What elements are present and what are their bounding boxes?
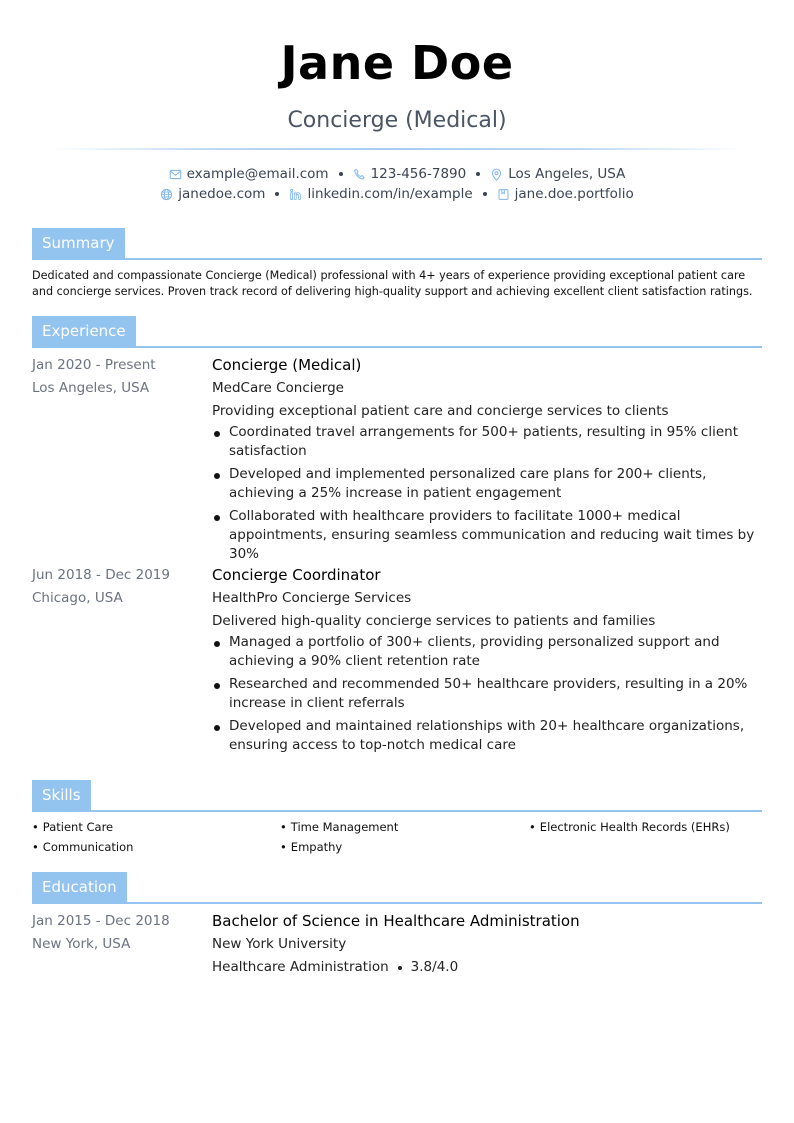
- education-field: Healthcare Administration: [212, 959, 389, 975]
- education-degree: Bachelor of Science in Healthcare Administration: [212, 912, 580, 930]
- separator-dot: [339, 172, 343, 176]
- contact-email[interactable]: [169, 166, 329, 182]
- separator-dot: [476, 172, 480, 176]
- contact-row-primary: [0, 166, 794, 182]
- bookmark-icon: [497, 188, 510, 201]
- education-dates: Jan 2015 - Dec 2018: [32, 913, 170, 929]
- bullet-item: Developed and implemented personalized care plans for 200+ clients, achieving a 25% increase in patient engagement: [212, 465, 762, 503]
- bullet-item: Coordinated travel arrangements for 500+ patients, resulting in 95% client satisfaction: [212, 423, 762, 461]
- experience-role: Concierge (Medical): [212, 356, 362, 374]
- experience-bullets: [212, 633, 762, 755]
- section-title-summary: Summary: [32, 228, 125, 258]
- education-section-header: [32, 872, 762, 904]
- experience-description: Providing exceptional patient care and concierge services to clients: [212, 403, 669, 419]
- bullet-item: Researched and recommended 50+ healthcare providers, resulting in a 20% increase in client referrals: [212, 675, 762, 713]
- experience-location: Chicago, USA: [32, 590, 123, 606]
- skill-item: • Time Management: [280, 820, 398, 834]
- separator-dot: [483, 192, 487, 196]
- experience-company: MedCare Concierge: [212, 380, 344, 396]
- bullet-item: Collaborated with healthcare providers to facilitate 1000+ medical appointments, ensuring seamless communication and reducing wait times by 30%: [212, 507, 762, 564]
- contact-row-secondary: [0, 186, 794, 202]
- skill-item: • Communication: [32, 840, 133, 854]
- education-details: [212, 956, 762, 979]
- experience-dates: Jun 2018 - Dec 2019: [32, 567, 170, 583]
- skill-item: • Electronic Health Records (EHRs): [529, 820, 730, 834]
- contact-portfolio-text: jane.doe.portfolio: [514, 186, 634, 202]
- mail-icon: [169, 168, 182, 181]
- skill-item: • Patient Care: [32, 820, 113, 834]
- header-divider: [50, 148, 744, 150]
- phone-icon: [353, 168, 366, 181]
- experience-role: Concierge Coordinator: [212, 566, 381, 584]
- skill-item: • Empathy: [280, 840, 342, 854]
- bullet-item: Managed a portfolio of 300+ clients, providing personalized support and achieving a 90% client retention rate: [212, 633, 762, 671]
- section-title-education: Education: [32, 872, 127, 902]
- contact-linkedin-text: linkedin.com/in/example: [307, 186, 473, 202]
- experience-bullets: [212, 423, 762, 564]
- location-pin-icon: [490, 168, 503, 181]
- contact-email-text: example@email.com: [186, 166, 329, 182]
- contact-website-text: janedoe.com: [178, 186, 266, 202]
- candidate-title: Concierge (Medical): [287, 108, 507, 133]
- summary-section-header: [32, 228, 762, 260]
- education-location: New York, USA: [32, 936, 131, 952]
- experience-section-header: [32, 316, 762, 348]
- section-title-experience: Experience: [32, 316, 136, 346]
- candidate-name: Jane Doe: [280, 36, 514, 90]
- section-title-skills: Skills: [32, 780, 91, 810]
- separator-dot: [275, 192, 279, 196]
- education-school: New York University: [212, 936, 347, 952]
- contact-linkedin[interactable]: [289, 186, 472, 202]
- contact-location-text: Los Angeles, USA: [508, 166, 626, 182]
- separator-dot: [398, 966, 402, 970]
- experience-location: Los Angeles, USA: [32, 380, 150, 396]
- globe-icon: [160, 188, 173, 201]
- contact-phone-text: 123-456-7890: [370, 166, 467, 182]
- education-gpa: 3.8/4.0: [410, 959, 459, 975]
- contact-phone[interactable]: [353, 166, 467, 182]
- linkedin-icon: [289, 188, 302, 201]
- skills-section-header: [32, 780, 762, 812]
- contact-location: [490, 166, 625, 182]
- summary-paragraph: Dedicated and compassionate Concierge (Medical) professional with 4+ years of experience providing exceptional patient care and concierge services. Proven track record of delivering high-quality support and achieving excellent client satisfaction ratings.: [32, 269, 753, 298]
- contact-website[interactable]: [160, 186, 265, 202]
- experience-company: HealthPro Concierge Services: [212, 590, 412, 606]
- experience-description: Delivered high-quality concierge services to patients and families: [212, 613, 656, 629]
- contact-portfolio[interactable]: [497, 186, 634, 202]
- experience-dates: Jan 2020 - Present: [32, 357, 156, 373]
- bullet-item: Developed and maintained relationships with 20+ healthcare organizations, ensuring access to top-notch medical care: [212, 717, 762, 755]
